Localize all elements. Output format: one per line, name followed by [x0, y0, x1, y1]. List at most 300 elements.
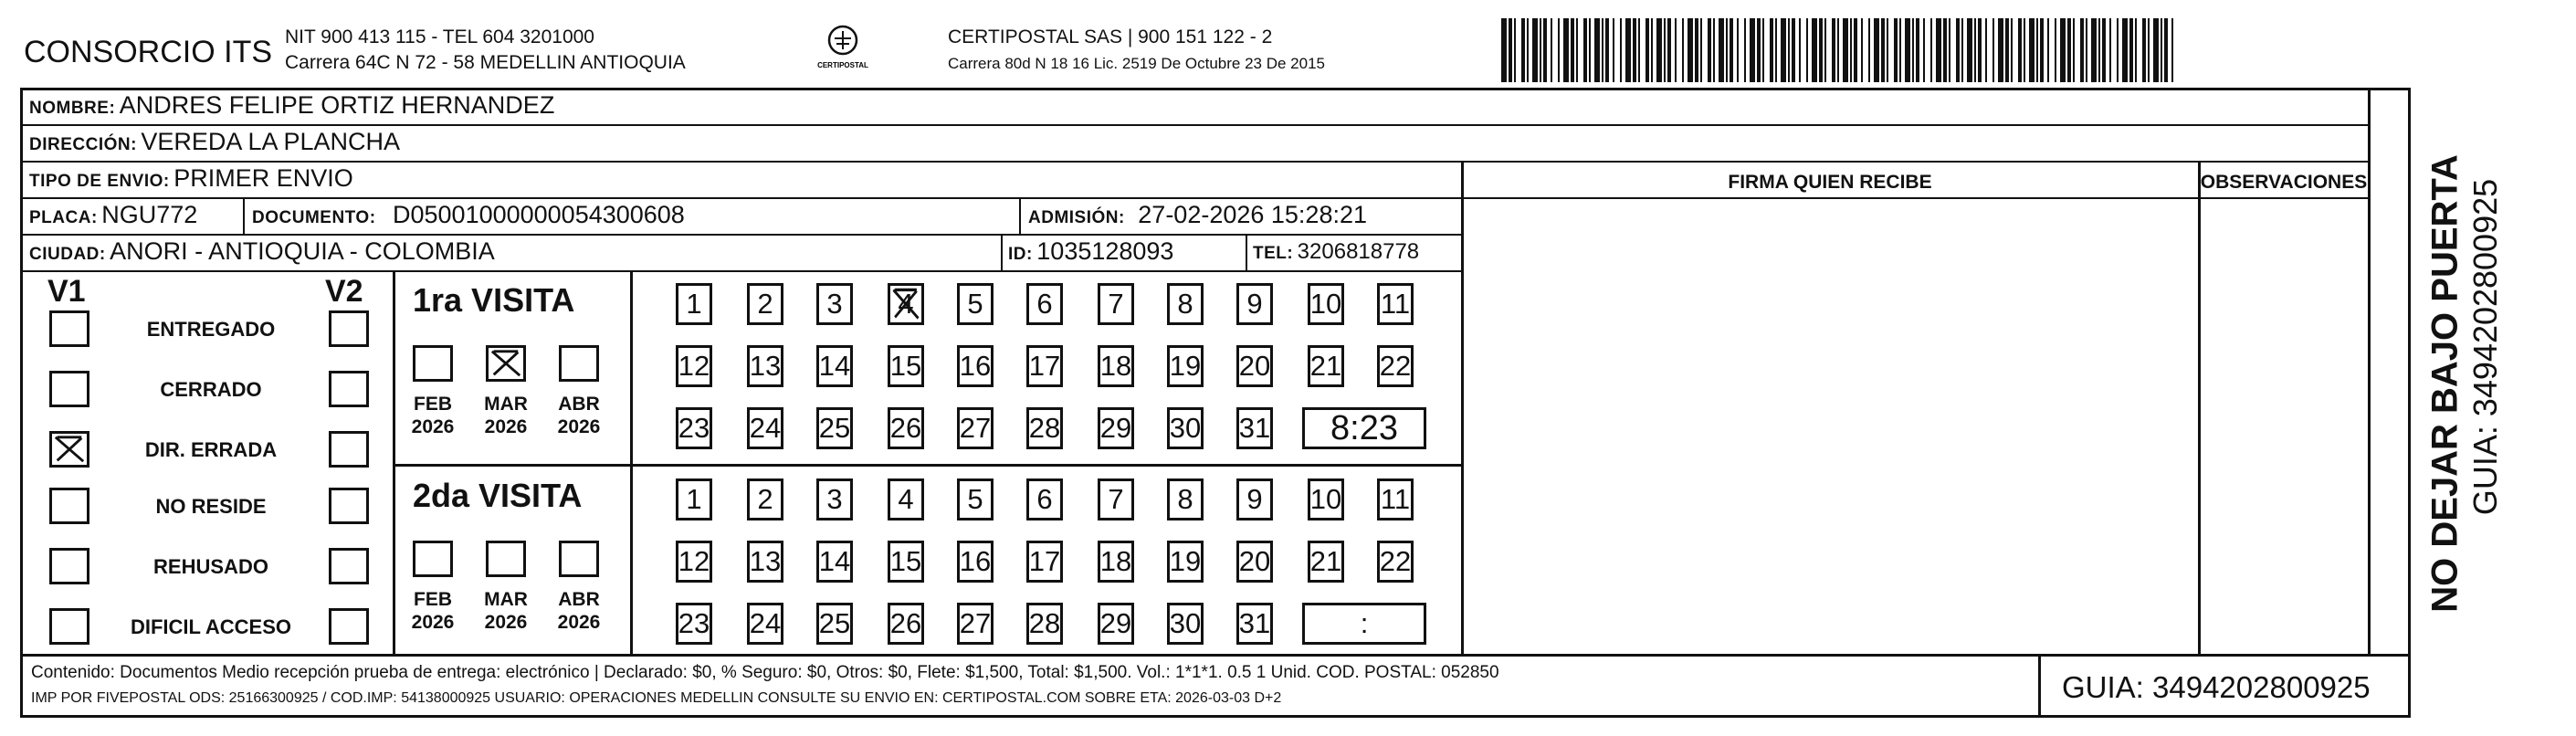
day-number: 11 [1380, 483, 1411, 515]
day-box[interactable] [888, 345, 924, 387]
day-box[interactable] [676, 345, 712, 387]
month-label [404, 588, 462, 634]
day-box[interactable] [747, 283, 783, 325]
company-address: Carrera 64C N 72 - 58 MEDELLIN ANTIOQUIA [285, 52, 686, 73]
barcode-bar [1943, 18, 1947, 82]
barcode-bar [1682, 18, 1684, 82]
day-number: 28 [1028, 412, 1061, 444]
day-box[interactable] [1098, 478, 1134, 520]
v1-checkbox[interactable] [49, 548, 89, 584]
placa-value: NGU772 [101, 201, 198, 228]
day-box[interactable] [676, 603, 712, 645]
day-box[interactable] [1026, 407, 1063, 449]
day-box[interactable] [1236, 541, 1273, 583]
month-checkbox[interactable] [413, 541, 453, 577]
day-box[interactable] [957, 283, 994, 325]
day-number: 29 [1099, 412, 1132, 444]
time-box[interactable] [1302, 603, 1426, 645]
day-box[interactable] [1098, 407, 1134, 449]
day-number: 12 [678, 350, 710, 382]
month-name: MAR [484, 394, 528, 415]
barcode-bar [2091, 18, 2097, 82]
month-name: MAR [484, 589, 528, 610]
v1-checkbox[interactable] [49, 371, 89, 407]
admision-value: 27-02-2026 15:28:21 [1138, 201, 1367, 228]
day-box[interactable] [676, 541, 712, 583]
day-number: 9 [1246, 483, 1263, 515]
company-nit: NIT 900 413 115 - TEL 604 3201000 [285, 26, 594, 47]
barcode-bar [2060, 18, 2066, 82]
status-label: DIFICIL ACCESO [130, 615, 291, 638]
day-box[interactable] [1098, 541, 1134, 583]
day-number: 6 [1036, 483, 1053, 515]
footer-contenido: Contenido: Documentos Medio recepción prueba de entrega: electrónico | Declarado: $0, % Seguro: $0, Otros: $0, Flete: $1,500, Total: $1,500. Vol.: 1*1*1. 0.5 1 Unid. COD. POSTAL: 052850 [31, 663, 1499, 682]
month-checkbox[interactable] [486, 541, 526, 577]
barcode-bar [1594, 18, 1600, 82]
day-number: 27 [959, 607, 992, 639]
day-box[interactable] [957, 541, 994, 583]
barcode-bar [2086, 18, 2087, 82]
barcode-bar [1700, 18, 1702, 82]
day-box[interactable] [747, 345, 783, 387]
day-number: 11 [1380, 288, 1411, 320]
barcode-bar [2080, 18, 2084, 82]
frame-bottom [20, 715, 2411, 718]
barcode-bar [1775, 18, 1777, 82]
day-box[interactable] [1308, 345, 1344, 387]
barcode-bar [1985, 18, 1987, 82]
day-number: 20 [1238, 545, 1271, 577]
barcode-bar [1656, 18, 1662, 82]
ciudad-label: CIUDAD: [29, 245, 106, 264]
barcode-bar [1923, 18, 1925, 82]
day-box[interactable] [816, 478, 853, 520]
field-admision [1028, 201, 1367, 229]
field-placa [29, 201, 197, 229]
day-box[interactable] [816, 407, 853, 449]
month-label [404, 393, 462, 438]
day-box[interactable] [1026, 603, 1063, 645]
day-box[interactable] [747, 407, 783, 449]
day-number: 3 [826, 288, 843, 320]
barcode-bar [1806, 18, 1808, 82]
carrier-name: CERTIPOSTAL SAS | 900 151 122 - 2 [948, 26, 1273, 47]
barcode-bar [1543, 18, 1547, 82]
barcode-bar [2024, 18, 2025, 82]
barcode-bar [2029, 18, 2035, 82]
month-name: FEB [414, 394, 452, 415]
day-box[interactable] [888, 603, 924, 645]
day-number: 5 [967, 288, 983, 320]
day-box[interactable] [1377, 283, 1414, 325]
month-label [550, 393, 608, 438]
day-box[interactable] [888, 407, 924, 449]
day-number: 12 [678, 545, 710, 577]
day-number: 23 [678, 412, 710, 444]
barcode-bar [1613, 18, 1614, 82]
month-checkbox[interactable] [559, 345, 599, 382]
day-number: 6 [1036, 288, 1053, 320]
barcode-bar [2135, 18, 2137, 82]
day-box[interactable] [676, 407, 712, 449]
documento-label: DOCUMENTO: [252, 208, 376, 227]
day-number: 30 [1169, 607, 1202, 639]
day-number: 30 [1169, 412, 1202, 444]
status-label: REHUSADO [153, 555, 268, 578]
day-box[interactable] [1377, 345, 1414, 387]
field-documento [252, 201, 685, 229]
day-box[interactable] [1236, 283, 1273, 325]
barcode-bar [1788, 18, 1790, 82]
day-number: 27 [959, 412, 992, 444]
day-box[interactable] [1377, 541, 1414, 583]
day-number: 31 [1238, 412, 1271, 444]
firma-header: FIRMA QUIEN RECIBE [1728, 172, 1932, 193]
day-number: 31 [1238, 607, 1271, 639]
barcode-bar [1744, 18, 1746, 82]
barcode-bar [1781, 18, 1786, 82]
frame-right [2408, 88, 2411, 718]
v1-checkbox[interactable] [49, 488, 89, 524]
no-dejar-bajo-puerta: NO DEJAR BAJO PUERTA [2424, 154, 2466, 613]
field-direccion [29, 128, 400, 156]
barcode-bar [1695, 18, 1698, 82]
footer-imp: IMP POR FIVEPOSTAL ODS: 25166300925 / COD.IMP: 54138000925 USUARIO: OPERACIONES MEDELLIN CONSULTE SU ENVIO EN: CERTIPOSTAL.COM SOBRE ETA: 2026-03-03 D+2 [31, 690, 1282, 706]
day-number: 26 [889, 607, 922, 639]
day-number: 3 [826, 483, 843, 515]
month-year: 2026 [557, 416, 601, 437]
field-nombre [29, 91, 554, 120]
day-number: 19 [1169, 545, 1202, 577]
day-box[interactable] [888, 283, 924, 325]
day-number: 21 [1309, 545, 1342, 577]
day-number: 18 [1099, 350, 1132, 382]
company-name: CONSORCIO ITS [24, 35, 273, 69]
barcode-bar [1719, 18, 1724, 82]
day-number: 13 [749, 350, 782, 382]
barcode-bar [1936, 18, 1941, 82]
day-number: 1 [686, 483, 702, 515]
carrier-address: Carrera 80d N 18 16 Lic. 2519 De Octubre 23 De 2015 [948, 55, 1325, 72]
day-number: 16 [959, 350, 992, 382]
barcode-bar [1602, 18, 1603, 82]
day-number: 21 [1309, 350, 1342, 382]
barcode-bar [1799, 18, 1801, 82]
day-box[interactable] [1026, 478, 1063, 520]
barcode-bar [1899, 18, 1901, 82]
v2-checkbox[interactable] [329, 548, 369, 584]
barcode-bar [1824, 18, 1826, 82]
month-label [550, 588, 608, 634]
day-box[interactable] [1167, 345, 1204, 387]
month-label [477, 588, 535, 634]
barcode-bar [1992, 18, 1994, 82]
visit-title: 2da VISITA [413, 477, 583, 514]
day-number: 18 [1099, 545, 1132, 577]
day-number: 10 [1309, 288, 1342, 320]
month-name: ABR [558, 394, 600, 415]
frame-top [20, 88, 2411, 90]
time-box[interactable] [1302, 407, 1426, 449]
day-box[interactable] [1098, 283, 1134, 325]
day-box[interactable] [1308, 478, 1344, 520]
frame-left [20, 88, 23, 718]
field-tel [1253, 239, 1419, 265]
time-value: : [1360, 607, 1369, 639]
barcode-bar [2055, 18, 2056, 82]
admision-label: ADMISIÓN: [1028, 208, 1125, 227]
day-box[interactable] [957, 478, 994, 520]
status-label: NO RESIDE [155, 495, 267, 518]
barcode-bar [1881, 18, 1885, 82]
barcode-bar [1730, 18, 1733, 82]
tel-label: TEL: [1253, 244, 1294, 263]
barcode-bar [1912, 18, 1914, 82]
v1-checkbox[interactable] [49, 608, 89, 645]
barcode-bar [1792, 18, 1795, 82]
month-year: 2026 [411, 416, 455, 437]
barcode-bar [1625, 18, 1631, 82]
side-guia: GUIA: 3494202800925 [2466, 178, 2504, 516]
month-checkbox[interactable] [559, 541, 599, 577]
day-box[interactable] [957, 603, 994, 645]
day-box[interactable] [1167, 478, 1204, 520]
day-box[interactable] [957, 345, 994, 387]
day-box[interactable] [1377, 478, 1414, 520]
day-box[interactable] [676, 478, 712, 520]
barcode-bar [1961, 18, 1963, 82]
day-box[interactable] [1167, 283, 1204, 325]
barcode-bar [1819, 18, 1823, 82]
day-number: 13 [749, 545, 782, 577]
barcode-bar [1974, 18, 1976, 82]
day-box[interactable] [1098, 345, 1134, 387]
barcode-bar [1638, 18, 1640, 82]
day-box[interactable] [676, 283, 712, 325]
day-number: 24 [749, 412, 782, 444]
day-number: 23 [678, 607, 710, 639]
day-box[interactable] [747, 541, 783, 583]
field-tipo-envio [29, 164, 353, 193]
barcode [1498, 18, 2181, 82]
barcode-bar [2011, 18, 2013, 82]
day-box[interactable] [747, 603, 783, 645]
barcode-bar [1620, 18, 1622, 82]
day-box[interactable] [888, 541, 924, 583]
day-box[interactable] [1236, 407, 1273, 449]
visit-title: 1ra VISITA [413, 281, 575, 319]
barcode-bar [2171, 18, 2173, 82]
barcode-bar [1563, 18, 1569, 82]
barcode-bar [1527, 18, 1529, 82]
footer-guia: GUIA: 3494202800925 [2062, 670, 2371, 704]
barcode-bar [1708, 18, 1711, 82]
barcode-bar [2067, 18, 2071, 82]
barcode-bar [1688, 18, 1693, 82]
svg-text:CERTIPOSTAL: CERTIPOSTAL [817, 61, 868, 69]
day-box[interactable] [1308, 541, 1344, 583]
barcode-bar [1930, 18, 1932, 82]
v1-checkbox[interactable] [49, 310, 89, 347]
day-number: 7 [1108, 288, 1124, 320]
barcode-bar [1514, 18, 1516, 82]
day-number: 22 [1379, 545, 1412, 577]
barcode-bar [1905, 18, 1910, 82]
barcode-bar [1726, 18, 1728, 82]
day-number: 14 [818, 545, 851, 577]
barcode-bar [2117, 18, 2119, 82]
day-number: 10 [1309, 483, 1342, 515]
day-number: 8 [1177, 288, 1193, 320]
v1-checkbox[interactable] [49, 431, 89, 468]
status-label: CERRADO [160, 378, 262, 401]
day-box[interactable] [957, 407, 994, 449]
observaciones-header: OBSERVACIONES [2200, 172, 2368, 193]
day-number: 5 [967, 483, 983, 515]
barcode-bar [1949, 18, 1950, 82]
barcode-bar [1605, 18, 1609, 82]
month-checkbox[interactable] [486, 345, 526, 382]
barcode-bar [1812, 18, 1817, 82]
barcode-bar [2018, 18, 2022, 82]
barcode-bar [1916, 18, 1919, 82]
day-box[interactable] [816, 345, 853, 387]
month-name: FEB [414, 589, 452, 610]
barcode-bar [2098, 18, 2100, 82]
day-number: 29 [1099, 607, 1132, 639]
barcode-bar [2122, 18, 2128, 82]
tipo-value: PRIMER ENVIO [173, 164, 353, 192]
v2-checkbox[interactable] [329, 310, 369, 347]
tel-value: 3206818778 [1297, 239, 1420, 264]
month-year: 2026 [484, 416, 528, 437]
day-number: 22 [1379, 350, 1412, 382]
month-checkbox[interactable] [413, 345, 453, 382]
barcode-bar [2142, 18, 2146, 82]
day-number: 25 [818, 412, 851, 444]
documento-value: D05001000000054300608 [393, 201, 685, 228]
barcode-bar [1509, 18, 1512, 82]
month-name: ABR [558, 589, 600, 610]
barcode-bar [1757, 18, 1761, 82]
barcode-bar [1664, 18, 1666, 82]
id-label: ID: [1008, 245, 1033, 264]
day-box[interactable] [1236, 603, 1273, 645]
month-label [477, 393, 535, 438]
barcode-bar [1837, 18, 1839, 82]
tipo-label: TIPO DE ENVIO: [29, 172, 170, 191]
day-number: 8 [1177, 483, 1193, 515]
day-number: 20 [1238, 350, 1271, 382]
barcode-bar [1956, 18, 1960, 82]
barcode-bar [1861, 18, 1863, 82]
barcode-bar [1750, 18, 1755, 82]
barcode-bar [2109, 18, 2111, 82]
barcode-bar [1737, 18, 1739, 82]
day-box[interactable] [1236, 345, 1273, 387]
barcode-bar [1832, 18, 1835, 82]
day-number: 1 [686, 288, 702, 320]
barcode-bar [1589, 18, 1591, 82]
direccion-value: VEREDA LA PLANCHA [141, 128, 401, 155]
day-number: 25 [818, 607, 851, 639]
day-number: 28 [1028, 607, 1061, 639]
barcode-bar [1843, 18, 1848, 82]
day-box[interactable] [1167, 407, 1204, 449]
day-number: 15 [889, 350, 922, 382]
day-box[interactable] [1308, 283, 1344, 325]
barcode-bar [1874, 18, 1879, 82]
day-box[interactable] [1167, 541, 1204, 583]
day-box[interactable] [1236, 478, 1273, 520]
barcode-bar [1967, 18, 1972, 82]
id-value: 1035128093 [1036, 237, 1174, 265]
barcode-bar [1651, 18, 1653, 82]
day-box[interactable] [1026, 283, 1063, 325]
field-ciudad [29, 237, 495, 266]
day-box[interactable] [816, 603, 853, 645]
barcode-bar [1558, 18, 1560, 82]
month-year: 2026 [484, 612, 528, 633]
v2-header: V2 [325, 274, 363, 309]
time-value: 8:23 [1330, 408, 1398, 447]
barcode-bar [1850, 18, 1852, 82]
v2-checkbox[interactable] [329, 488, 369, 524]
day-number: 15 [889, 545, 922, 577]
day-box[interactable] [816, 541, 853, 583]
barcode-bar [1551, 18, 1552, 82]
barcode-bar [2047, 18, 2049, 82]
day-box[interactable] [1026, 345, 1063, 387]
barcode-bar [2036, 18, 2038, 82]
v2-checkbox[interactable] [329, 431, 369, 468]
barcode-bar [2005, 18, 2009, 82]
nombre-label: NOMBRE: [29, 99, 116, 118]
barcode-bar [1583, 18, 1587, 82]
day-number: 14 [818, 350, 851, 382]
barcode-bar [1713, 18, 1715, 82]
v2-checkbox[interactable] [329, 371, 369, 407]
direccion-label: DIRECCIÓN: [29, 135, 137, 154]
day-box[interactable] [888, 478, 924, 520]
barcode-bar [1667, 18, 1671, 82]
v1-header: V1 [47, 274, 86, 309]
day-number: 17 [1028, 350, 1061, 382]
barcode-bar [2148, 18, 2150, 82]
day-box[interactable] [747, 478, 783, 520]
barcode-bar [2129, 18, 2133, 82]
day-number: 4 [898, 483, 914, 515]
day-number: 24 [749, 607, 782, 639]
barcode-bar [2161, 18, 2162, 82]
status-label: ENTREGADO [146, 318, 276, 341]
barcode-bar [1998, 18, 2003, 82]
barcode-bar [1854, 18, 1857, 82]
v2-checkbox[interactable] [329, 608, 369, 645]
barcode-bar [1887, 18, 1888, 82]
barcode-bar [1675, 18, 1677, 82]
barcode-bar [2102, 18, 2106, 82]
barcode-bar [1540, 18, 1541, 82]
day-box[interactable] [816, 283, 853, 325]
barcode-bar [1770, 18, 1773, 82]
day-box[interactable] [1098, 603, 1134, 645]
day-box[interactable] [1026, 541, 1063, 583]
day-box[interactable] [1167, 603, 1204, 645]
barcode-bar [1633, 18, 1636, 82]
month-year: 2026 [411, 612, 455, 633]
barcode-bar [1645, 18, 1649, 82]
